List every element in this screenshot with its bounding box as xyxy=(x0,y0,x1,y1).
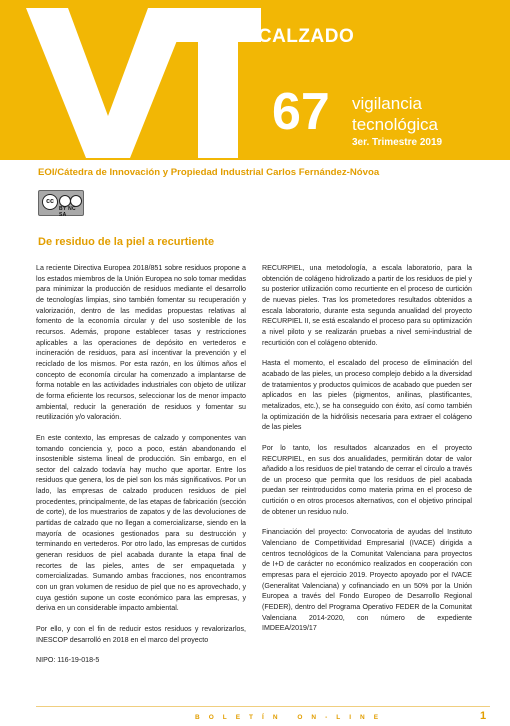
footer-label: BOLETÍN ON-LINE xyxy=(195,714,388,721)
section-title: De residuo de la piel a recurtiente xyxy=(38,236,215,248)
paragraph: RECURPIEL, una metodología, a escala laboratorio, para la obtención de colágeno hidrolizado a partir de los residuos de piel y su posterior utilización como recurtiente en el proceso de curtición de nuevas pieles. Tras los prometedores resultados obtenidos a escala laboratorio, durante esta segunda anualidad del proyecto RECURPIEL II, se está escalando el proceso para su optimización a nivel piloto y se realizarán pruebas a nivel semi-industrial de recurtición con el colágeno obtenido. xyxy=(262,264,472,347)
header-banner xyxy=(0,0,510,160)
footer-divider xyxy=(36,706,490,707)
sector-word: SECTOR xyxy=(176,26,258,47)
paragraph: En este contexto, las empresas de calzado y componentes van tomando conciencia y, poco a poco, están abandonando el insostenible sistema lineal de producción. Sin embargo, en el sector del calzado todavía hay mucho que aportar. Entre los residuos que genera, los de piel son los más significativos. Por un lado, las empresas de calzado producen residuos de piel procedentes, principalmente, de las etapas de fabricación (sección de corte), de los muestrarios de zapatos y de las devoluciones de partidas de calzado que no llegan a comercializarse, siendo en la mayoría de ocasiones gestionados para su destrucción y terminando en vertederos. Por otro lado, las empresas de curtidos generan residuos de piel acabada durante la etapa final de recortes de las pieles, antes de ser empaquetada y comercializadas. Sumando ambas fracciones, nos encontramos con un gran volumen de residuo de piel que no es aprovechado, y cuya gestión supone un coste económico para las empresas, y deriva en un considerable impacto ambiental. xyxy=(36,433,246,613)
paragraph: Hasta el momento, el escalado del proceso de eliminación del acabado de las pieles, un proceso complejo debido a la diversidad de tratamientos y productos químicos de acabado que pueden ser aplicados en las pieles (pigmentos, anilinas, plastificantes, metalizados, etc.), se ha conseguido con éxito, así como también la optimización de la hidrólisis necesaria para extraer el colágeno de las pieles xyxy=(262,359,472,432)
trimestre-label: 3er. Trimestre 2019 xyxy=(352,137,443,148)
left-column xyxy=(36,263,246,655)
page-number: 1 xyxy=(480,710,487,722)
nipo-label: NIPO: 116-19-018-5 xyxy=(36,656,100,664)
right-column xyxy=(262,263,472,644)
paragraph: Financiación del proyecto: Convocatoria de ayudas del Instituto Valenciano de Competitividad Empresarial (IVACE) dirigida a centros tecnológicos de la Comunitat Valenciana para proyectos de I+D de carácter no económico realizados en cooperación con empresas para el ejercicio 2019. Proyecto apoyado por el IVACE (Generalitat Valenciana) y cofinanciado en un 50% por la Unión Europea a través del Fondo Europeo de Desarrollo Regional (FEDER), dentro del Programa Operativo FEDER de la Comunitat Valenciana 2014-2020, con número de expediente IMDEEA/2019/17 xyxy=(262,528,472,633)
paragraph: Por lo tanto, los resultados alcanzados en el proyecto RECURPIEL, en sus dos anualidades, permitirán dotar de valor añadido a los residuos de piel tratando de cerrar el círculo a través de un proceso que permita que los residuos de piel acabada puedan ser reintroducidos como materia prima en el proceso de curtición o en otros procesos alternativos, con el objetivo principal de obtener un residuo nulo. xyxy=(262,443,472,516)
paragraph: La reciente Directiva Europea 2018/851 sobre residuos propone a los estados miembros de la Unión Europea no solo tomar medidas para minimizar la producción de residuos mediante el desarrollo de tecnologías limpias, sino también fomentar su recuperación y valorización, dentro de las medidas propuestas relativas al fomento de la economía circular y del uso sostenible de los recursos. Además, propone establecer tasas y restricciones aplicables a las operaciones de depósito en vertederos e incineración de residuos, para así incentivar la prevención y el reciclado de los mismos. Por esta razón, en los últimos años el concepto de economía circular ha comenzado a implantarse de forma notable en las actividades industriales con objeto de utilizar de forma eficiente los recursos, seleccionar los de menor impacto ambiental, reducir la generación de residuos y fomentar su reutilización y/o valoración. xyxy=(36,264,246,422)
paragraph: Por ello, y con el fin de reducir estos residuos y revalorizarlos, INESCOP desarrolló en 2018 en el marco del proyecto xyxy=(36,625,246,644)
creative-commons-badge xyxy=(38,190,84,216)
calzado-word: CALZADO xyxy=(257,26,355,47)
tecnologica-label: tecnológica xyxy=(352,115,439,134)
sector-label xyxy=(176,26,354,48)
issue-number: 67 xyxy=(272,83,330,141)
license-label: BY NC SA xyxy=(59,206,76,218)
vigilancia-label: vigilancia xyxy=(352,94,422,113)
organization-label: EOI/Cátedra de Innovación y Propiedad Industrial Carlos Fernández-Nóvoa xyxy=(38,167,380,178)
cc-icon: cc xyxy=(42,194,58,210)
